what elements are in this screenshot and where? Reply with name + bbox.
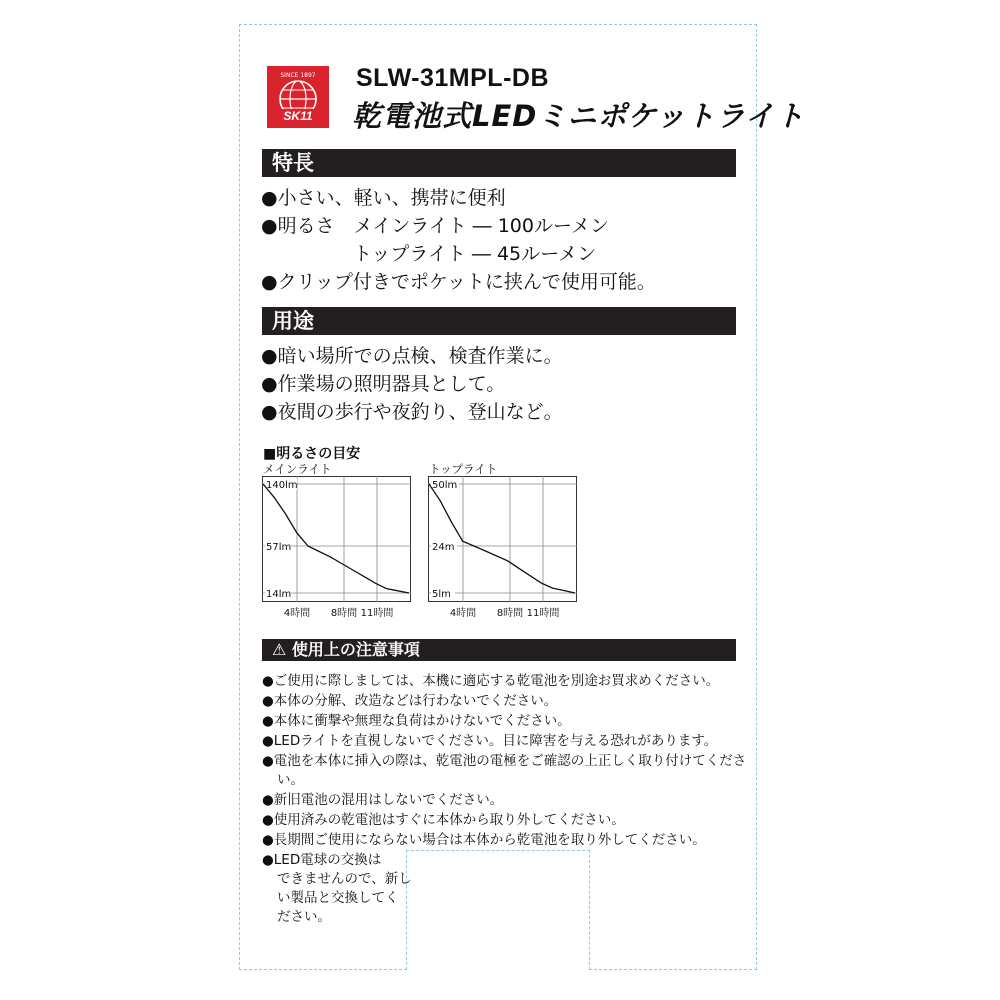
caution-line: い製品と交換してく: [277, 890, 399, 906]
caution-line: い。: [277, 772, 304, 788]
top-light-chart: [428, 476, 578, 624]
feature-line: ●小さい、軽い、携帯に便利: [261, 187, 506, 209]
caution-line: ●本体に衝撃や無理な負荷はかけないでください。: [262, 713, 571, 729]
caution-line: ●使用済みの乾電池はすぐに本体から取り外してください。: [262, 812, 625, 828]
x-tick-label: 4時間: [449, 608, 477, 619]
x-tick-label: 4時間: [283, 608, 311, 619]
chart-frame: [429, 477, 577, 602]
features-heading: 特長: [262, 149, 736, 177]
caution-line: ●LED電球の交換は: [262, 852, 382, 868]
brightness-curve: [263, 484, 409, 593]
caution-line: ●LEDライトを直視しないでください。目に障害を与える恐れがあります。: [262, 733, 718, 749]
y-tick-label: 50lm: [432, 480, 458, 491]
chart-label-top: トップライト: [429, 462, 498, 476]
caution-line: ●長期間ご使用にならない場合は本体から乾電池を取り外してください。: [262, 832, 706, 848]
hang-cutout: [406, 850, 590, 970]
y-tick-label: 57lm: [266, 542, 292, 553]
caution-line: できませんので、新し: [277, 871, 412, 887]
y-tick-label: 24m: [432, 542, 455, 553]
caution-line: ださい。: [277, 909, 331, 925]
model-number: SLW-31MPL-DB: [356, 64, 549, 92]
brightness-curve: [429, 484, 575, 593]
y-tick-label: 5lm: [432, 589, 451, 600]
main-light-chart: [262, 476, 412, 624]
feature-line: トップライト ― 45ルーメン: [353, 243, 597, 265]
feature-line: ●クリップ付きでポケットに挟んで使用可能。: [261, 271, 656, 293]
y-tick-label: 14lm: [266, 589, 292, 600]
use-line: ●夜間の歩行や夜釣り、登山など。: [261, 401, 563, 423]
cautions-heading: ⚠ 使用上の注意事項: [262, 639, 736, 661]
logo-arc-text: SINCE 1897: [280, 72, 316, 79]
use-line: ●作業場の照明器具として。: [261, 373, 506, 395]
caution-line: ●ご使用に際しましては、本機に適応する乾電池を別途お買求めください。: [262, 673, 720, 689]
use-line: ●暗い場所での点検、検査作業に。: [261, 345, 563, 367]
x-tick-label: 11時間: [360, 608, 394, 619]
caution-line: ●電池を本体に挿入の際は、乾電池の電極をご確認の上正しく取り付けてくださ: [262, 753, 747, 769]
caution-line: ●新旧電池の混用はしないでください。: [262, 792, 504, 808]
chart-frame: [263, 477, 411, 602]
x-tick-label: 8時間: [330, 608, 358, 619]
chart-label-main: メインライト: [263, 462, 332, 476]
product-name: 乾電池式LEDミニポケットライト: [352, 99, 806, 133]
sk11-logo: [267, 66, 329, 128]
caution-line: ●本体の分解、改造などは行わないでください。: [262, 693, 558, 709]
brightness-title: ■明るさの目安: [263, 446, 361, 462]
logo-brand: SK11: [283, 109, 313, 123]
feature-line: ●明るさ メインライト ― 100ルーメン: [261, 215, 610, 237]
y-tick-label: 140lm: [266, 480, 298, 491]
uses-heading: 用途: [262, 307, 736, 335]
x-tick-label: 11時間: [526, 608, 560, 619]
x-tick-label: 8時間: [496, 608, 524, 619]
